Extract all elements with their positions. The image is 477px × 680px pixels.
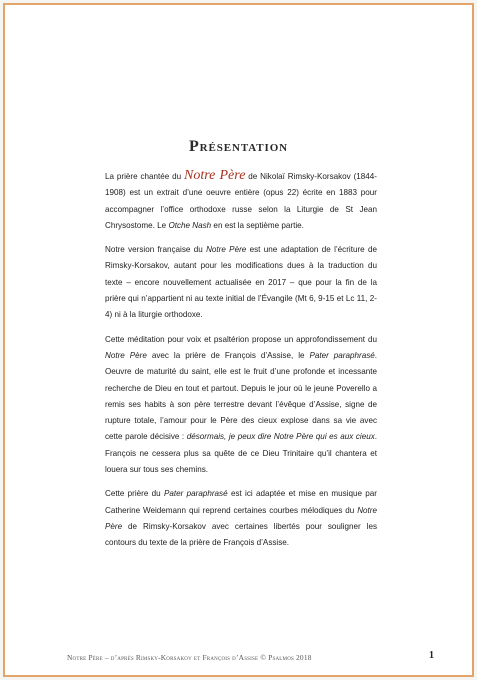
text-run: . François ne cessera plus sa quête de ce Dieu Trinitaire qu’il chantera et louera sur tous ses chemins. — [105, 432, 377, 475]
italic-run: Pater paraphrasé — [164, 489, 228, 499]
text-run: Cette prière du — [105, 489, 164, 499]
page-footer — [5, 650, 472, 664]
text-run: La prière chantée du — [105, 172, 184, 181]
paragraph-2 — [105, 242, 377, 323]
footer-running-title — [67, 653, 312, 662]
body-text — [105, 169, 377, 560]
text-run: est ici adaptée et mise en musique par Catherine Weidemann qui reprend certaines courbes mélodiques du — [105, 489, 377, 515]
work-title: Notre Père — [184, 168, 246, 183]
page — [3, 3, 474, 677]
italic-run: Notre Père — [206, 245, 247, 255]
text-run: en est la septième partie. — [211, 220, 304, 230]
text-run: de Nikolaï Rimsky-Korsakov (1844-1908) est un extrait d’une oeuvre entière (opus 22) écrite en 1883 pour accompagner l’office orthodoxe russe selon la Liturgie de St Jean Chrysostome. Le — [105, 172, 377, 230]
page-title: Présentation — [188, 138, 289, 155]
text-run: . Oeuvre de maturité du saint, elle est le fruit d’une profonde et incessante recherche de Dieu en tout et partout. Depuis le jour où le jeune Poverello a remis ses habits à son père terrestre devant l’évêque d’Assise, signe de rupture totale, l’amour pour le Père des cieux explose dans sa vie avec cette parole décisive : — [105, 350, 378, 442]
paragraph-3 — [105, 332, 377, 479]
footer-copyright: © Psalmos 2018 — [260, 653, 312, 662]
footer-title: Notre Père – d’après Rimsky-Korsakov et François d’Assise — [67, 653, 259, 662]
text-run: avec la prière de François d’Assise, le — [146, 350, 310, 360]
text-run: est une adaptation de l’écriture de Rimsky-Korsakov, autant pour les modifications dues à la traduction du texte – encore nouvellement actualisée en 2017 – que pour la fin de la prière qui n’appartient ni au texte initial de l’Évangile (Mt 6, 9-15 et Lc 11, 2-4) ni à la liturgie orthodoxe. — [105, 245, 377, 320]
page-number: 1 — [429, 650, 434, 661]
text-run: Notre version française du — [105, 245, 207, 255]
italic-run: Notre Père — [105, 505, 377, 531]
paragraph-4 — [105, 486, 377, 551]
paragraph-1 — [105, 169, 377, 234]
italic-run: Otche Nash — [168, 220, 212, 230]
italic-run: Notre Père — [105, 350, 147, 360]
text-run: Cette méditation pour voix et psaltérion propose un approfondissement du — [105, 334, 377, 344]
italic-run: Pater paraphrasé — [309, 350, 375, 360]
text-run: de Rimsky-Korsakov avec certaines libertés pour souligner les contours du texte de la prière de François d’Assise. — [105, 521, 377, 548]
italic-run: désormais, je peux dire Notre Père qui es aux cieux — [186, 432, 375, 442]
